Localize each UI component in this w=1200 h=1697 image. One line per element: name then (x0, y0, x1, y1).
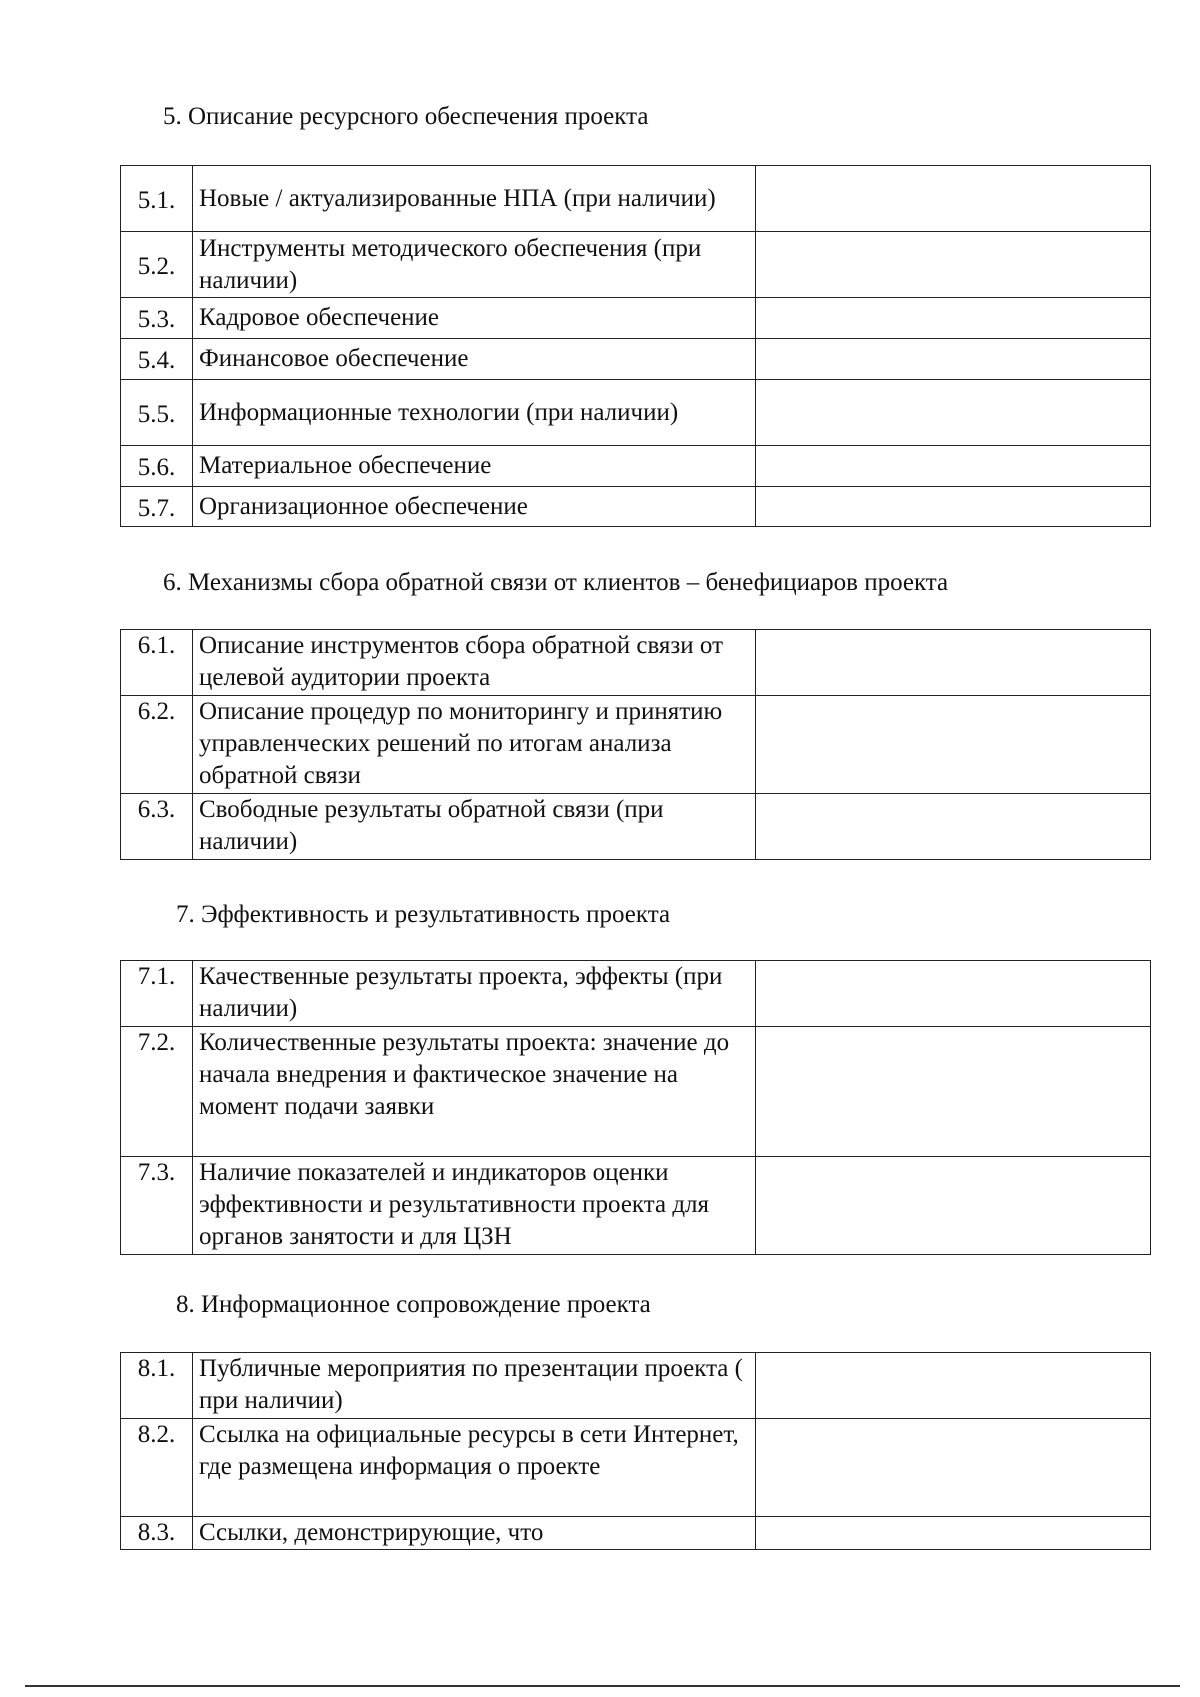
section-5-title: 5. Описание ресурсного обеспечения проекта (163, 103, 649, 130)
row-description: Инструменты методического обеспечения (при наличии) (193, 232, 756, 298)
row-value-cell[interactable] (756, 1027, 1151, 1157)
row-description: Новые / актуализированные НПА (при наличии) (193, 166, 756, 232)
row-number: 8.3. (121, 1517, 193, 1550)
table-row (121, 166, 1151, 232)
table-row (121, 487, 1151, 527)
row-number: 5.5. (121, 380, 193, 446)
table-row (121, 961, 1151, 1027)
row-description: Ссылки, демонстрирующие, что (193, 1517, 756, 1550)
row-value-cell[interactable] (756, 794, 1151, 860)
table-row (121, 1419, 1151, 1517)
row-number: 5.3. (121, 298, 193, 339)
row-number: 8.2. (121, 1419, 193, 1517)
row-number: 7.3. (121, 1157, 193, 1255)
table-row (121, 1157, 1151, 1255)
row-number: 7.1. (121, 961, 193, 1027)
row-description: Публичные мероприятия по презентации проекта ( при наличии) (193, 1353, 756, 1419)
table-row (121, 339, 1151, 380)
row-value-cell[interactable] (756, 380, 1151, 446)
table-row (121, 696, 1151, 794)
page-bottom-rule (25, 1685, 1180, 1687)
section-6-title: 6. Механизмы сбора обратной связи от клиентов – бенефициаров проекта (163, 569, 949, 596)
information-support-table (120, 1352, 1151, 1550)
row-value-cell[interactable] (756, 446, 1151, 487)
row-value-cell[interactable] (756, 696, 1151, 794)
table-row (121, 794, 1151, 860)
resources-table (120, 165, 1151, 527)
row-description: Информационные технологии (при наличии) (193, 380, 756, 446)
table-row (121, 380, 1151, 446)
row-description: Организационное обеспечение (193, 487, 756, 527)
row-description: Количественные результаты проекта: значение до начала внедрения и фактическое значение на момент подачи заявки (193, 1027, 756, 1157)
row-number: 5.6. (121, 446, 193, 487)
section-7-title: 7. Эффективность и результативность проекта (176, 901, 671, 928)
row-value-cell[interactable] (756, 961, 1151, 1027)
row-number: 7.2. (121, 1027, 193, 1157)
table-row (121, 1517, 1151, 1550)
row-description: Описание процедур по мониторингу и принятию управленческих решений по итогам анализа обратной связи (193, 696, 756, 794)
row-value-cell[interactable] (756, 339, 1151, 380)
row-value-cell[interactable] (756, 1517, 1151, 1550)
table-row (121, 298, 1151, 339)
row-description: Материальное обеспечение (193, 446, 756, 487)
row-value-cell[interactable] (756, 487, 1151, 527)
feedback-table (120, 629, 1151, 860)
row-description: Наличие показателей и индикаторов оценки эффективности и результативности проекта для органов занятости и для ЦЗН (193, 1157, 756, 1255)
row-number: 8.1. (121, 1353, 193, 1419)
table-row (121, 1027, 1151, 1157)
table-row (121, 232, 1151, 298)
row-value-cell[interactable] (756, 1157, 1151, 1255)
section-8-title: 8. Информационное сопровождение проекта (176, 1291, 651, 1318)
row-description: Ссылка на официальные ресурсы в сети Интернет, где размещена информация о проекте (193, 1419, 756, 1517)
table-row (121, 1353, 1151, 1419)
row-number: 6.1. (121, 630, 193, 696)
row-number: 5.1. (121, 166, 193, 232)
row-number: 5.2. (121, 232, 193, 298)
row-number: 6.3. (121, 794, 193, 860)
row-number: 5.7. (121, 487, 193, 527)
row-description: Свободные результаты обратной связи (при наличии) (193, 794, 756, 860)
row-description: Качественные результаты проекта, эффекты (при наличии) (193, 961, 756, 1027)
row-value-cell[interactable] (756, 630, 1151, 696)
row-value-cell[interactable] (756, 166, 1151, 232)
table-row (121, 446, 1151, 487)
row-description: Описание инструментов сбора обратной связи от целевой аудитории проекта (193, 630, 756, 696)
row-description: Кадровое обеспечение (193, 298, 756, 339)
row-value-cell[interactable] (756, 232, 1151, 298)
row-value-cell[interactable] (756, 1353, 1151, 1419)
row-description: Финансовое обеспечение (193, 339, 756, 380)
row-number: 6.2. (121, 696, 193, 794)
row-number: 5.4. (121, 339, 193, 380)
row-value-cell[interactable] (756, 298, 1151, 339)
effectiveness-table (120, 960, 1151, 1255)
table-row (121, 630, 1151, 696)
row-value-cell[interactable] (756, 1419, 1151, 1517)
